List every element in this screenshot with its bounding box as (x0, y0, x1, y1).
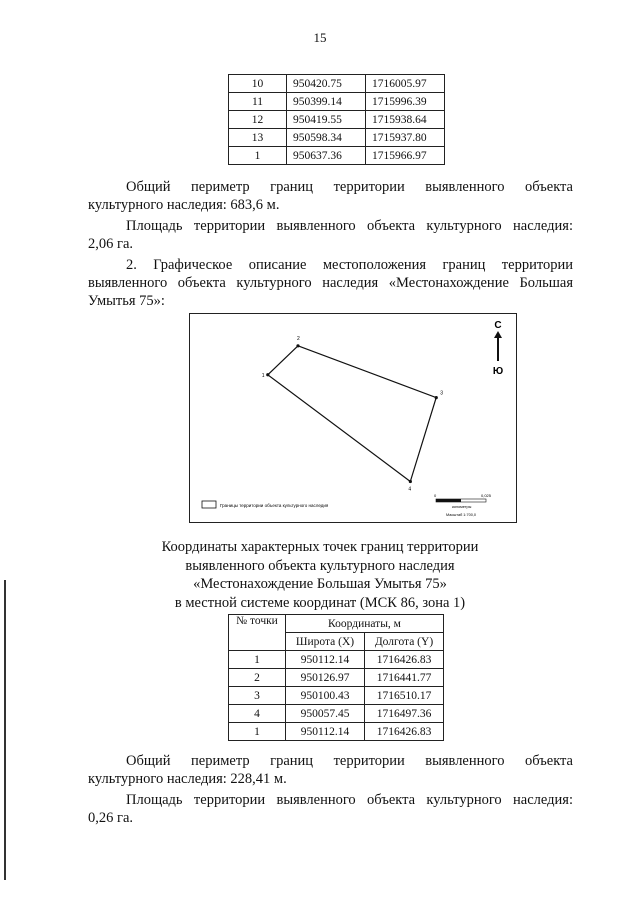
header-point-number: № точки (229, 615, 286, 651)
perimeter-paragraph-2-cont: культурного наследия: 228,41 м. (88, 771, 287, 787)
area-paragraph-2-cont: 0,26 га. (88, 810, 134, 826)
graphic-description-paragraph: 2. Графическое описание местоположения границ территории (126, 257, 573, 273)
scale-right-label: 0,025 (481, 493, 492, 498)
header-longitude: Долгота (Y) (365, 633, 444, 651)
boundary-point (409, 480, 412, 483)
table-cell: 1716510.17 (365, 687, 444, 705)
table-row (229, 111, 445, 129)
table-cell: 2 (229, 669, 286, 687)
table-cell: 950057.45 (286, 705, 365, 723)
table-cell: 1716426.83 (365, 651, 444, 669)
boundary-point (296, 344, 299, 347)
coordinates-title: Координаты характерных точек границ территории выявленного объекта культурного наследия «Местонахождение Большая Умытья 75» в местной системе координат (МСК 86, зона 1) (161, 539, 479, 611)
graphic-description-line3: Умытья 75»: (88, 293, 165, 309)
table-row (229, 669, 444, 687)
table-cell: 1715937.80 (366, 129, 445, 147)
table-row (229, 129, 445, 147)
table-cell: 1715966.97 (366, 147, 445, 165)
scale-ratio-label: Масштаб 1:700,0 (446, 513, 476, 517)
north-label: С (494, 320, 502, 331)
table-cell: 1 (229, 723, 286, 741)
scale-left-label: 0 (434, 493, 437, 498)
area-paragraph-2: Площадь территории выявленного объекта культурного наследия: (126, 792, 573, 808)
table-cell: 950419.55 (287, 111, 366, 129)
table-cell: 950112.14 (286, 651, 365, 669)
top-coordinates-table (228, 74, 445, 165)
boundary-map-svg (190, 314, 516, 522)
table-cell: 1716441.77 (365, 669, 444, 687)
table-row (229, 93, 445, 111)
table-cell: 950126.97 (286, 669, 365, 687)
table-row (229, 651, 444, 669)
table-row (229, 705, 444, 723)
table-cell: 1715996.39 (366, 93, 445, 111)
table-cell: 1716426.83 (365, 723, 444, 741)
boundary-map (189, 313, 517, 523)
table-cell: 950637.36 (287, 147, 366, 165)
boundary-polygon (268, 346, 436, 482)
area-paragraph-1: Площадь территории выявленного объекта культурного наследия: (126, 218, 573, 234)
legend-swatch (202, 501, 216, 508)
table-cell: 1716497.36 (365, 705, 444, 723)
table-cell: 10 (229, 75, 287, 93)
table-cell: 950112.14 (286, 723, 365, 741)
table-row (229, 75, 445, 93)
perimeter-paragraph-1: Общий периметр границ территории выявленного объекта (126, 179, 573, 195)
table-cell: 1 (229, 651, 286, 669)
bottom-coordinates-table (228, 614, 444, 741)
table-cell: 950420.75 (287, 75, 366, 93)
boundary-point-label: 1 (261, 372, 265, 379)
boundary-point-label: 4 (408, 486, 412, 493)
margin-mark (4, 580, 6, 880)
table-cell: 3 (229, 687, 286, 705)
table-cell: 1 (229, 147, 287, 165)
legend-text: Границы территории объекта культурного наследия (220, 503, 329, 508)
south-label: Ю (492, 366, 504, 377)
boundary-point (435, 396, 438, 399)
table-cell: 1715938.64 (366, 111, 445, 129)
boundary-point-label: 2 (296, 335, 300, 342)
table-cell: 1716005.97 (366, 75, 445, 93)
perimeter-paragraph-2: Общий периметр границ территории выявленного объекта (126, 753, 573, 769)
table-row (229, 687, 444, 705)
boundary-point-label: 3 (440, 390, 444, 397)
north-arrow (493, 320, 503, 377)
page-number: 15 (313, 30, 327, 45)
table-row (229, 147, 445, 165)
header-coordinates: Координаты, м (286, 615, 444, 633)
table-cell: 11 (229, 93, 287, 111)
scale-bar (434, 493, 492, 517)
header-latitude: Широта (X) (286, 633, 365, 651)
table-cell: 4 (229, 705, 286, 723)
area-paragraph-1-cont: 2,06 га. (88, 236, 134, 252)
table-cell: 12 (229, 111, 287, 129)
table-cell: 950598.34 (287, 129, 366, 147)
table-row (229, 723, 444, 741)
boundary-point (266, 373, 269, 376)
graphic-description-line2: выявленного объекта культурного наследия «Местонахождение Большая (88, 275, 573, 291)
table-cell: 13 (229, 129, 287, 147)
perimeter-paragraph-1-cont: культурного наследия: 683,6 м. (88, 197, 280, 213)
map-legend (202, 501, 329, 508)
scale-unit-label: километры (452, 505, 472, 509)
table-cell: 950100.43 (286, 687, 365, 705)
table-cell: 950399.14 (287, 93, 366, 111)
